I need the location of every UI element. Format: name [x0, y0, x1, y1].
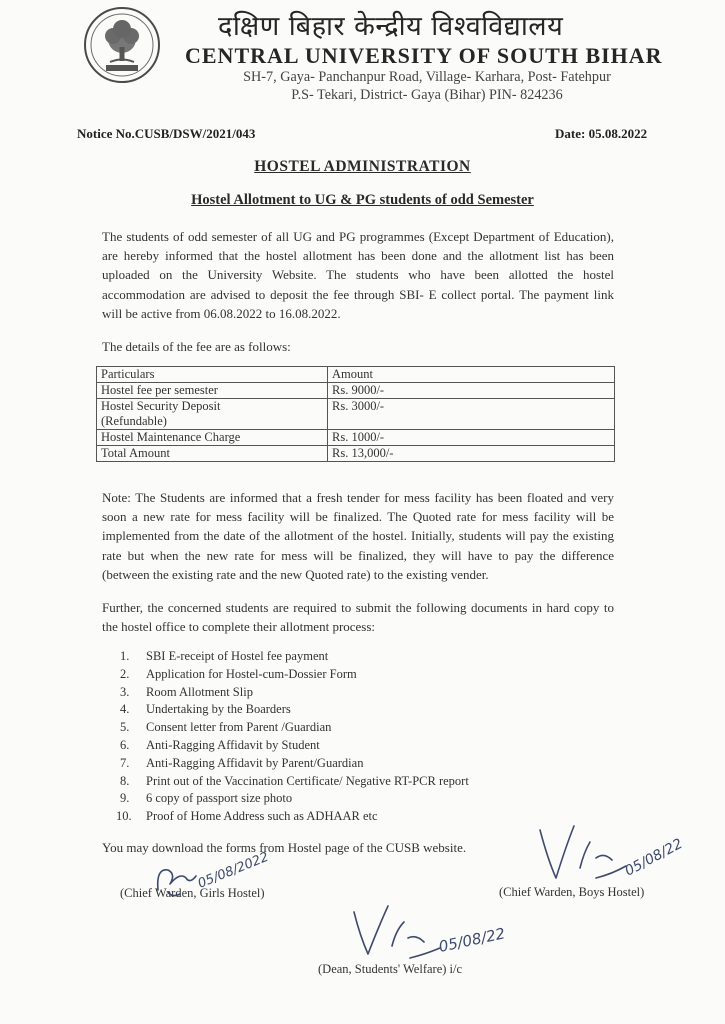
fee-particular: Total Amount	[97, 446, 328, 462]
university-name-hindi: दक्षिण बिहार केन्द्रीय विश्वविद्यालय	[218, 11, 564, 42]
list-item: 10. Proof of Home Address such as ADHAAR etc	[116, 809, 378, 824]
boys-warden-signature-icon	[540, 826, 626, 878]
girls-handwritten-date: 05/08/2022	[195, 849, 271, 892]
notice-subheading: Hostel Allotment to UG & PG students of odd Semester	[191, 192, 534, 208]
fee-particular: Hostel fee per semester	[97, 383, 328, 399]
university-name: CENTRAL UNIVERSITY OF SOUTH BIHAR	[185, 43, 663, 68]
list-item: 6. Anti-Ragging Affidavit by Student	[120, 737, 320, 752]
notice-number: Notice No.CUSB/DSW/2021/043	[77, 126, 256, 141]
fee-particular: Hostel Maintenance Charge	[97, 430, 328, 446]
list-item: 8. Print out of the Vaccination Certificate/ Negative RT-PCR report	[120, 773, 469, 788]
address-line-2: P.S- Tekari, District- Gaya (Bihar) PIN- 824236	[291, 87, 563, 103]
notice-date: Date: 05.08.2022	[555, 126, 648, 141]
notice-heading: HOSTEL ADMINISTRATION	[254, 158, 471, 175]
fee-amount: Rs. 1000/-	[328, 430, 615, 446]
dean-signature-icon	[354, 906, 440, 958]
fee-intro: The details of the fee are as follows:	[102, 339, 291, 354]
fee-amount: Rs. 13,000/-	[328, 446, 615, 462]
list-item: 5. Consent letter from Parent /Guardian	[120, 720, 332, 735]
dean-title: (Dean, Students' Welfare) i/c	[318, 962, 463, 976]
boys-hostel-warden-title: (Chief Warden, Boys Hostel)	[499, 885, 645, 899]
fee-amount: Rs. 9000/-	[328, 383, 615, 399]
fee-header-amount: Amount	[328, 367, 615, 383]
download-note: You may download the forms from Hostel page of the CUSB website.	[102, 840, 467, 855]
mess-note-paragraph: Note: The Students are informed that a fresh tender for mess facility has been floated and very soon a new rate for mess facility will be finalized. The Quoted rate for mess facility will be implemented from the date of the allotment of the hostel. Initially, students will pay the existing rate but when the new rate for mess will be finalized, they will have to pay the difference (between the existing rate and the new Quoted rate) to the existing vender.	[102, 490, 614, 582]
list-item: 3. Room Allotment Slip	[120, 684, 253, 699]
fee-particular: Hostel Security Deposit (Refundable)	[97, 399, 328, 430]
list-item: 1. SBI E-receipt of Hostel fee payment	[120, 649, 329, 663]
fee-amount: Rs. 3000/-	[328, 399, 615, 430]
list-item: 7. Anti-Ragging Affidavit by Parent/Guardian	[120, 755, 364, 770]
girls-warden-signature-icon	[158, 870, 196, 896]
list-item: 9. 6 copy of passport size photo	[120, 791, 293, 806]
list-item: 4. Undertaking by the Boarders	[120, 702, 291, 717]
girls-hostel-warden-title: (Chief Warden, Girls Hostel)	[120, 886, 265, 900]
intro-paragraph: The students of odd semester of all UG and PG programmes (Except Department of Education), are hereby informed that the hostel allotment has been done and the allotment list has been uploaded on the University Website. The students who have been allotted the hostel accommodation are advised to deposit the fee through SBI- E collect portal. The payment link will be active from 06.08.2022 to 16.08.2022.	[102, 229, 614, 321]
address-line-1: SH-7, Gaya- Panchanpur Road, Village- Karhara, Post- Fatehpur	[243, 69, 611, 85]
boys-handwritten-date: 05/08/22	[622, 835, 686, 880]
fee-header-particulars: Particulars	[97, 367, 328, 383]
documents-intro-paragraph: Further, the concerned students are required to submit the following documents in hard copy to the hostel office to complete their allotment process:	[102, 600, 614, 635]
list-item: 2. Application for Hostel-cum-Dossier Form	[120, 666, 357, 681]
dean-handwritten-date: 05/08/22	[437, 924, 507, 956]
